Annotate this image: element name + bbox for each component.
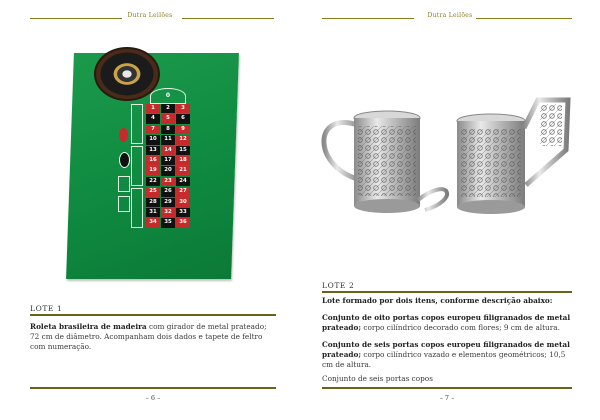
footer-rule (322, 387, 572, 389)
red-diamond (119, 128, 128, 142)
dozen-box-1 (131, 104, 143, 144)
number-cell-5: 5 (161, 114, 175, 123)
page-number: – 6 – (145, 394, 161, 402)
photo-caption: Conjunto de seis portas copos (322, 374, 433, 383)
dozen-box-2 (131, 146, 143, 186)
number-cell-16: 16 (146, 156, 160, 165)
number-cell-30: 30 (176, 198, 190, 207)
number-cell-19: 19 (146, 166, 160, 175)
number-cell-29: 29 (161, 198, 175, 207)
holder-right (457, 100, 568, 214)
outside-bet-2 (118, 196, 130, 212)
right-page (300, 0, 600, 420)
header-title: Dutra Leilões (127, 12, 173, 19)
number-cell-2: 2 (161, 104, 175, 113)
number-cell-20: 20 (161, 166, 175, 175)
holder-left (324, 111, 447, 213)
number-cell-24: 24 (176, 177, 190, 186)
item-2-text: corpo cilíndrico vazado e elementos geométricos; 10,5 cm de altura. (322, 350, 566, 370)
number-cell-7: 7 (146, 125, 160, 134)
running-header (0, 12, 300, 24)
lot-description (30, 322, 278, 353)
number-cell-18: 18 (176, 156, 190, 165)
number-cell-6: 6 (176, 114, 190, 123)
lot-label: LOTE 2 (322, 281, 355, 290)
description-text: com girador de metal prateado; 72 cm de diâmetro. Acompanham dois dados e tapete de feltro com numeração. (30, 322, 267, 352)
number-cell-25: 25 (146, 187, 160, 196)
footer-rule (30, 387, 276, 389)
number-cell-34: 34 (146, 218, 160, 227)
intro-text: Lote formado por dois itens, conforme descrição abaixo: (322, 296, 553, 305)
page-number: – 7 – (439, 394, 455, 402)
number-cell-17: 17 (161, 156, 175, 165)
number-cell-11: 11 (161, 135, 175, 144)
number-cell-33: 33 (176, 208, 190, 217)
number-cell-35: 35 (161, 218, 175, 227)
header-rule-right (182, 18, 274, 19)
lot-rule (322, 291, 572, 293)
number-cell-14: 14 (161, 146, 175, 155)
number-cell-12: 12 (176, 135, 190, 144)
number-cell-31: 31 (146, 208, 160, 217)
number-cell-13: 13 (146, 146, 160, 155)
item-1-title: Conjunto de oito portas copos europeu filigranados de metal prateado; (322, 313, 571, 333)
black-diamond (119, 152, 130, 168)
item-2-title: Conjunto de seis portas copos europeu filigranados de metal prateado; (322, 340, 570, 360)
number-cell-23: 23 (161, 177, 175, 186)
lot-rule (30, 314, 276, 316)
number-cell-28: 28 (146, 198, 160, 207)
item-2-description (322, 340, 574, 371)
number-cell-21: 21 (176, 166, 190, 175)
item-1-description (322, 313, 574, 333)
outside-bet-1 (118, 176, 130, 192)
lot-label: LOTE 1 (30, 304, 63, 313)
number-cell-15: 15 (176, 146, 190, 155)
dozen-box-3 (131, 188, 143, 228)
number-cell-10: 10 (146, 135, 160, 144)
header-title: Dutra Leilões (427, 12, 473, 19)
lot-intro (322, 296, 574, 306)
glass-holders-photo (300, 0, 600, 260)
number-cell-9: 9 (176, 125, 190, 134)
number-cell-26: 26 (161, 187, 175, 196)
item-1-text: corpo cilíndrico decorado com flores; 9 cm de altura. (361, 323, 560, 333)
number-cell-32: 32 (161, 208, 175, 217)
description-title: Roleta brasileira de madeira (30, 322, 147, 331)
number-cell-27: 27 (176, 187, 190, 196)
number-cell-8: 8 (161, 125, 175, 134)
number-cell-3: 3 (176, 104, 190, 113)
number-cell-4: 4 (146, 114, 160, 123)
zero-cell: 0 (150, 88, 186, 104)
number-cell-36: 36 (176, 218, 190, 227)
number-cell-22: 22 (146, 177, 160, 186)
number-grid (146, 104, 190, 228)
number-cell-1: 1 (146, 104, 160, 113)
